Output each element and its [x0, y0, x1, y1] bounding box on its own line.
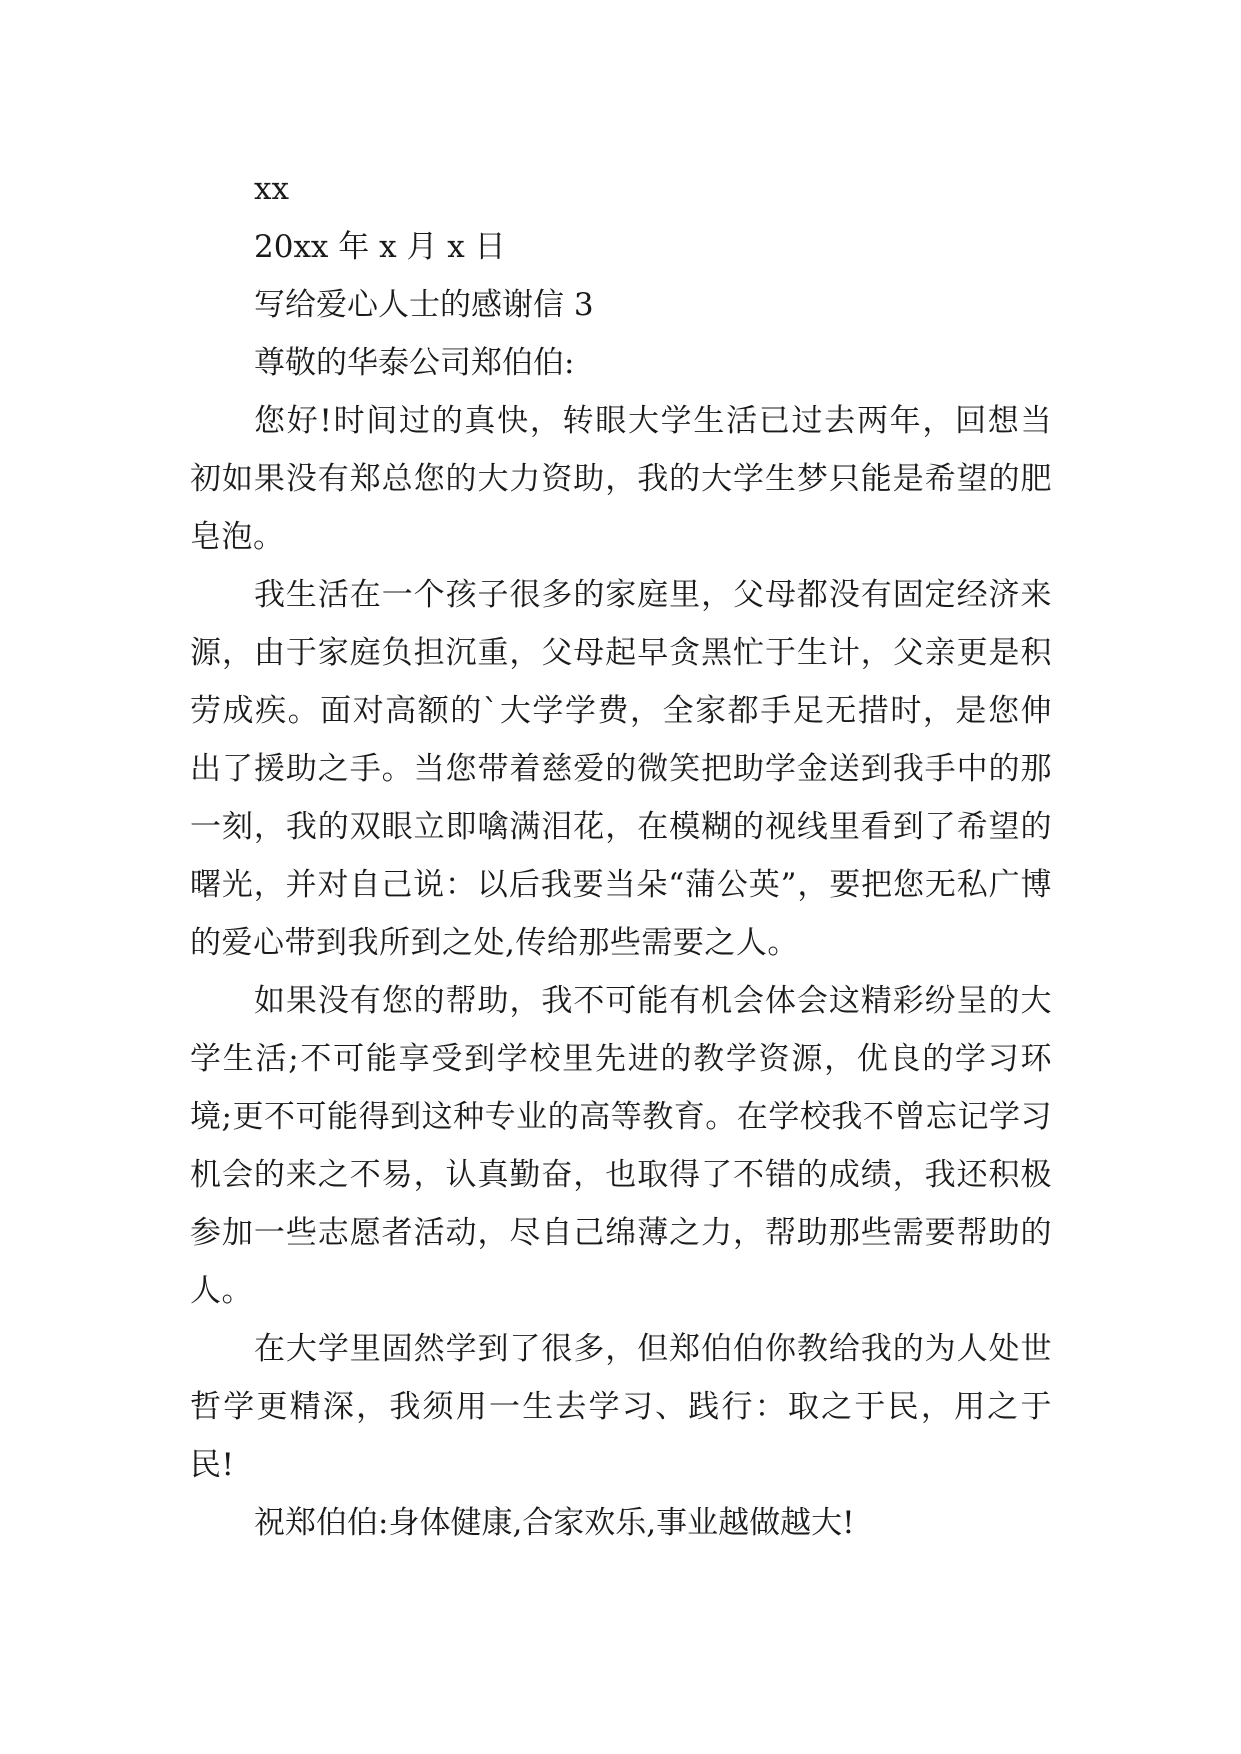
- paragraph-philosophy: 在大学里固然学到了很多，但郑伯伯你教给我的为人处世哲学更精深，我须用一生去学习、践行：取之于民，用之于民!: [190, 1331, 1052, 1483]
- paragraph-greeting: 您好!时间过的真快，转眼大学生活已过去两年，回想当初如果没有郑总您的大力资助，我的大学生梦只能是希望的肥皂泡。: [190, 403, 1052, 555]
- signature: xx: [254, 171, 289, 207]
- letter-title: 写给爱心人士的感谢信 3: [254, 287, 594, 323]
- salutation: 尊敬的华泰公司郑伯伯:: [254, 345, 575, 381]
- closing-wish: 祝郑伯伯:身体健康,合家欢乐,事业越做越大!: [254, 1505, 855, 1541]
- date: 20xx 年 x 月 x 日: [254, 229, 506, 265]
- paragraph-college-life: 如果没有您的帮助，我不可能有机会体会这精彩纷呈的大学生活;不可能享受到学校里先进的教学资源，优良的学习环境;更不可能得到这种专业的高等教育。在学校我不曾忘记学习机会的来之不易，认真勤奋，也取得了不错的成绩，我还积极参加一些志愿者活动，尽自己绵薄之力，帮助那些需要帮助的人。: [190, 983, 1052, 1309]
- letter-body: [190, 160, 1052, 1552]
- paragraph-family: 我生活在一个孩子很多的家庭里，父母都没有固定经济来源，由于家庭负担沉重，父母起早贪黑忙于生计，父亲更是积劳成疾。面对高额的`大学学费，全家都手足无措时，是您伸出了援助之手。当您带着慈爱的微笑把助学金送到我手中的那一刻，我的双眼立即噙满泪花，在模糊的视线里看到了希望的曙光，并对自己说：以后我要当朵“蒲公英”，要把您无私广博的爱心带到我所到之处,传给那些需要之人。: [190, 577, 1052, 961]
